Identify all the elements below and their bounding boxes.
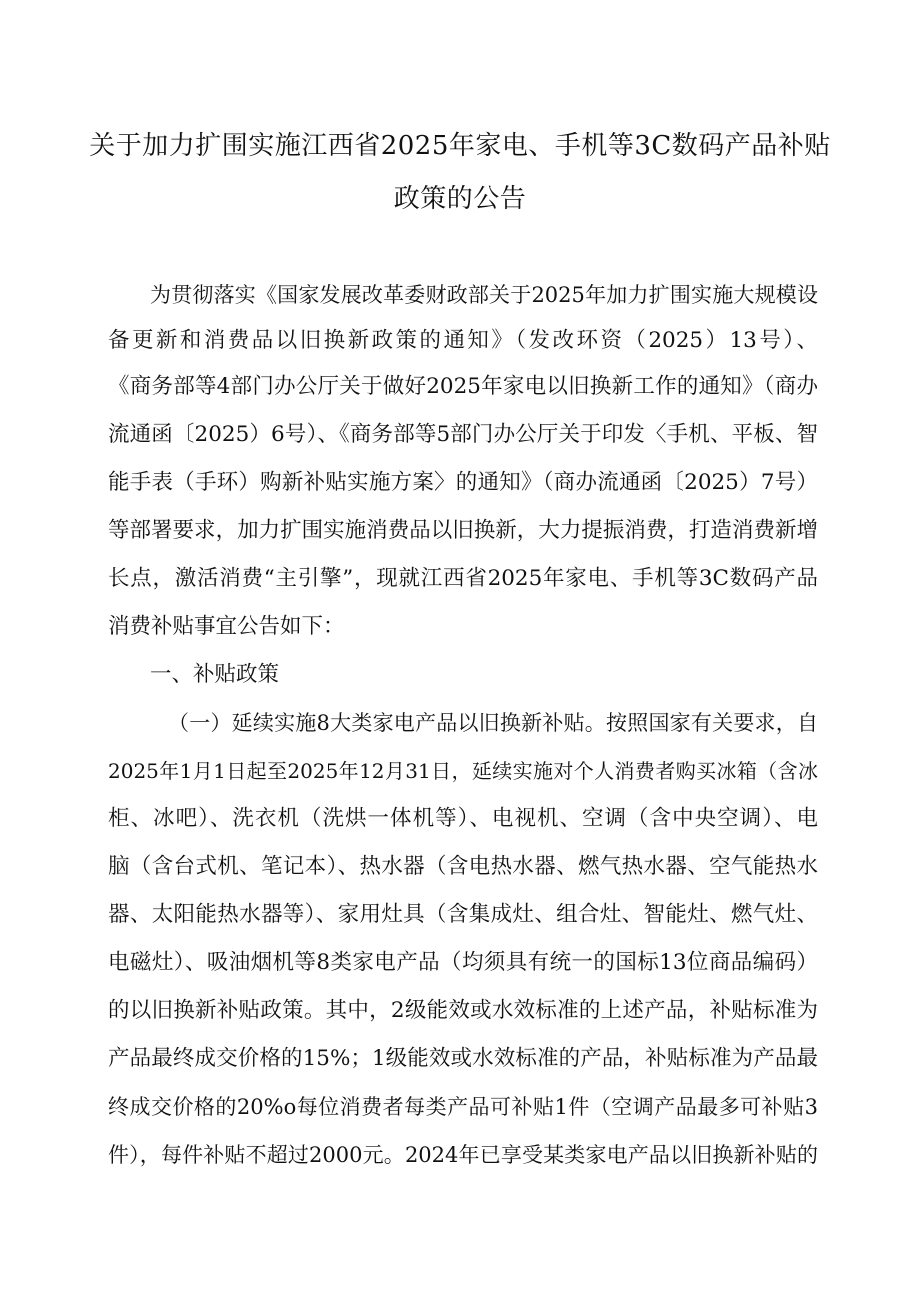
- intro-line: 为贯彻落实《国家发展改革委财政部关于2025年加力扩围实施大规模设: [150, 283, 818, 307]
- intro-line: 《商务部等4部门办公厅关于做好2025年家电以旧换新工作的通知》（商办: [108, 374, 818, 399]
- intro-line: 能手表（手环）购新补贴实施方案〉的通知》（商办流通函〔2025）7号）: [108, 470, 818, 495]
- body-line: 件），每件补贴不超过2000元。2024年已享受某类家电产品以旧换新补贴的: [108, 1143, 818, 1167]
- document-title-line-2: 政策的公告: [393, 184, 527, 214]
- body-line: 产品最终成交价格的15%；1级能效或水效标准的产品，补贴标准为产品最: [108, 1046, 818, 1071]
- body-line: 电磁灶）、吸油烟机等8类家电产品（均须具有统一的国标13位商品编码）: [108, 950, 818, 975]
- body-line: 2025年1月1日起至2025年12月31日，延续实施对个人消费者购买冰箱（含冰: [108, 759, 818, 783]
- body-line: 器、太阳能热水器等）、家用灶具（含集成灶、组合灶、智能灶、燃气灶、: [108, 902, 818, 927]
- intro-line: 备更新和消费品以旧换新政策的通知》（发改环资（2025）13号）、: [108, 328, 818, 353]
- body-line: （一）延续实施8大类家电产品以旧换新补贴。按照国家有关要求，自: [168, 711, 818, 735]
- body-line: 脑（含台式机、笔记本）、热水器（含电热水器、燃气热水器、空气能热水: [108, 854, 818, 879]
- body-line: 的以旧换新补贴政策。其中，2级能效或水效标准的上述产品，补贴标准为: [108, 998, 818, 1023]
- section-heading: 一、补贴政策: [150, 662, 280, 687]
- intro-line: 流通函〔2025）6号）、《商务部等5部门办公厅关于印发〈手机、平板、智: [108, 422, 818, 447]
- intro-line: 消费补贴事宜公告如下：: [108, 614, 345, 639]
- body-line: 柜、冰吧）、洗衣机（洗烘一体机等）、电视机、空调（含中央空调）、电: [108, 806, 818, 831]
- intro-line: 等部署要求，加力扩围实施消费品以旧换新，大力提振消费，打造消费新增: [108, 518, 818, 543]
- document-title-line-1: 关于加力扩围实施江西省2025年家电、手机等3C数码产品补贴: [89, 131, 831, 161]
- body-line: 终成交价格的20%o每位消费者每类产品可补贴1件（空调产品最多可补贴3: [108, 1095, 818, 1119]
- intro-line: 长点，激活消费“主引擎”，现就江西省2025年家电、手机等3C数码产品: [108, 566, 818, 591]
